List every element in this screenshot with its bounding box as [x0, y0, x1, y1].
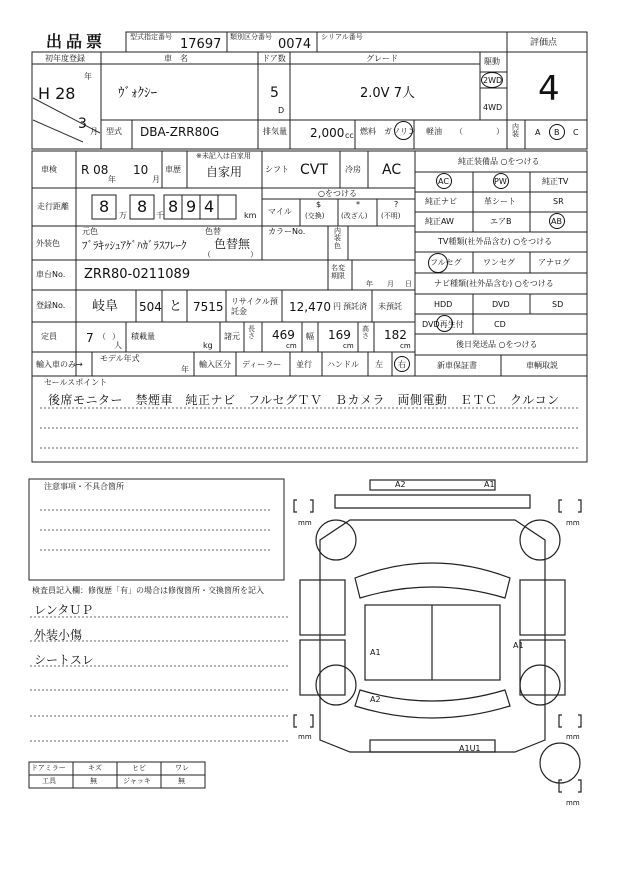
missing-jack-label: ジャッキ [123, 777, 151, 785]
handle-right: 右 [398, 360, 406, 369]
size-label: 諸元 [224, 332, 240, 341]
import-label: 輸入車のみ→ [36, 360, 83, 369]
mileage-exchange: (交換) [305, 212, 325, 220]
displacement-label: 排気量 [263, 127, 287, 136]
interior-b: B [554, 128, 560, 137]
grade-value: 2.0V 7人 [360, 86, 415, 101]
sales-label: セールスポイント [44, 378, 108, 387]
interior-a: A [535, 128, 541, 137]
equip-ab-circle [549, 213, 565, 229]
usage-label: 車歴 [165, 165, 181, 174]
drive-2wd: 2WD [483, 76, 503, 85]
equip-ac: AC [438, 177, 449, 186]
model-designation-value: 17697 [180, 37, 222, 52]
equip-sr: SR [553, 197, 564, 206]
reg-place: 岐阜 [92, 299, 119, 314]
chassis-value: ZRR80-0211089 [84, 267, 191, 282]
notes-label: 注意事項・不具合箇所 [44, 482, 124, 491]
docs-manual: 車輌取説 [526, 361, 558, 370]
note-line-2: 外装小傷 [34, 628, 83, 642]
interior-label: 内装 [512, 123, 519, 138]
mileage-unknown-sym: ? [394, 200, 399, 209]
drive-label: 駆動 [484, 57, 500, 66]
mileage-digit-4: 9 [186, 197, 197, 216]
height-label: 高さ [362, 325, 369, 340]
paint-paren-open: （ [203, 250, 211, 259]
handle-label: ハンドル [327, 360, 359, 369]
fuel-label: 燃料 [360, 127, 376, 136]
mileage-digit-5: 4 [204, 197, 215, 216]
displacement-value: 2,000 [310, 126, 345, 140]
shift-value: CVT [300, 162, 328, 178]
paint-label: 色替 [205, 227, 221, 236]
orig-color-label: 元色 [82, 227, 98, 236]
equip-tv: 純正TV [542, 177, 569, 186]
load-unit: kg [203, 341, 213, 350]
model-type-value: DBA-ZRR80G [140, 125, 220, 139]
ac-value: AC [382, 162, 402, 178]
category-label: 類別区分番号 [230, 33, 272, 41]
car-diagram [294, 480, 581, 792]
inspector-note: 検査員記入欄：修復歴「有」の場合は修復箇所・交換箇所を記入 [32, 586, 264, 595]
mileage-tamper: (改ざん) [341, 212, 368, 220]
inspection-value: R 08 [81, 163, 109, 177]
mileage-digit-1: 8 [99, 197, 110, 216]
fuel-paren-open: （ [455, 127, 463, 136]
interior-c: C [573, 128, 579, 137]
reg-label: 登録No. [36, 301, 66, 310]
mileage-mile: マイル [268, 207, 292, 216]
damage-label-5: A2 [370, 695, 381, 704]
navi-dvd-play: DVD再生付 [422, 320, 464, 329]
tv-header: TV種類(社外品含む) ○をつける [438, 237, 553, 246]
capacity-label: 定員 [41, 332, 57, 341]
missing-header-mirror: ドアミラー [31, 764, 66, 772]
tire-rr-unit: mm [566, 733, 580, 741]
dealer-option: ディーラー [242, 360, 282, 369]
tire-fr-unit: mm [566, 519, 580, 527]
car-name-value: ｳﾞｫｸｼｰ [118, 86, 157, 101]
drive-4wd: 4WD [483, 103, 503, 112]
tv-analog: アナログ [538, 258, 570, 267]
missing-tools-value: 無 [90, 777, 97, 785]
equip-leather: 革シート [484, 197, 516, 206]
model-year-unit: 年 [181, 365, 189, 374]
color-label: 外装色 [36, 239, 60, 248]
capacity-unit: 人 [114, 341, 122, 350]
serial-label: シリアル番号 [321, 33, 363, 41]
first-reg-month: 3 [78, 116, 87, 132]
grade-label: グレード [366, 54, 398, 63]
docs-header: 後日発送品 ○をつける [456, 340, 538, 349]
name-change-label: 名変期限 [331, 264, 345, 281]
paint-paren-close: ） [250, 250, 258, 259]
fuel-gas: ガソリン [384, 127, 416, 136]
navi-dvd-play-circle [436, 315, 453, 332]
model-year-label: モデル年式 [100, 354, 140, 363]
width-value: 169 [328, 328, 351, 342]
paint-value: 色替無 [214, 237, 251, 251]
missing-header-break: ワレ [175, 764, 189, 772]
rating-value: 4 [538, 69, 560, 109]
equip-pw-circle [493, 173, 509, 189]
first-reg-year-unit: 年 [84, 72, 92, 81]
model-type-label: 型式 [106, 127, 122, 136]
load-label: 積載量 [131, 332, 155, 341]
mileage-sen: 千 [156, 211, 164, 220]
doors-value: 5 [270, 85, 279, 101]
import-type-label: 輸入区分 [199, 360, 231, 369]
equip-ac-circle [436, 173, 452, 189]
damage-label-4: A1 [513, 641, 524, 650]
model-designation-label: 型式指定番号 [130, 33, 172, 41]
missing-tools-label: 工具 [42, 777, 56, 785]
inspection-month-unit: 月 [152, 175, 160, 184]
color-no-label: カラーNo. [268, 227, 306, 236]
name-change-day: 日 [405, 280, 412, 288]
height-value: 182 [384, 328, 407, 342]
orig-color-value: ﾌﾞﾗｷｯｼｭｱｹﾞﾊｶﾞﾗｽﾌﾚｰｸ [82, 239, 187, 252]
damage-label-6: A1U1 [459, 744, 481, 753]
recycle-deposited: 預託済 [343, 302, 367, 311]
width-label: 幅 [306, 332, 314, 341]
fuel-diesel: 軽油 [426, 127, 442, 136]
handle-left: 左 [375, 360, 383, 369]
reg-kana: と [169, 299, 183, 314]
first-reg-month-unit: 月 [90, 127, 98, 136]
length-value: 469 [272, 328, 295, 342]
fuel-paren-close: ） [496, 127, 504, 136]
rating-label: 評価点 [530, 38, 558, 48]
equip-airbag: エアB [490, 217, 512, 226]
name-change-year: 年 [366, 280, 373, 288]
mileage-unit: km [244, 211, 257, 220]
sales-text: 後席モニター 禁煙車 純正ナビ フルセグＴＶ Ｂカメラ 両側電動 ＥＴＣ クルコン [48, 393, 560, 407]
mileage-circle-note: ○をつける [318, 189, 357, 198]
recycle-unit: 円 [333, 302, 341, 311]
equipment-header: 純正装備品 ○をつける [458, 157, 540, 166]
tire-spare-unit: mm [566, 799, 580, 807]
docs-warranty: 新車保証書 [437, 361, 477, 370]
name-change-month: 月 [387, 280, 394, 288]
damage-label-2: A1 [484, 480, 495, 489]
equip-navi: 純正ナビ [425, 197, 457, 206]
reg-class: 504 [139, 300, 162, 314]
chassis-label: 車台No. [36, 270, 66, 279]
width-unit: cm [343, 342, 354, 350]
ac-label: 冷房 [345, 165, 361, 174]
recycle-not: 未預託 [378, 302, 402, 311]
interior-b-circle [549, 124, 565, 140]
recycle-value: 12,470 [289, 300, 331, 314]
missing-jack-value: 無 [178, 777, 185, 785]
inspection-label: 車検 [41, 165, 57, 174]
mileage-tamper-sym: * [356, 200, 360, 209]
first-reg-era: H 28 [38, 84, 76, 103]
reg-number: 7515 [193, 300, 224, 314]
mileage-digit-2: 8 [137, 197, 148, 216]
capacity-paren-close: ） [112, 332, 120, 341]
capacity-value: 7 [86, 331, 94, 345]
navi-dvd: DVD [492, 300, 510, 309]
doors-label: ドア数 [262, 54, 286, 63]
interior-color-label: 内装色 [334, 227, 341, 250]
tire-rl-unit: mm [298, 733, 312, 741]
damage-label-3: A1 [370, 648, 381, 657]
tv-fullseg: フルセグ [430, 258, 462, 267]
mileage-digit-3: 8 [168, 197, 179, 216]
usage-note: ※未記入は自家用 [196, 152, 251, 160]
note-line-3: シートスレ [34, 653, 94, 667]
fuel-gas-circle [394, 121, 413, 140]
mileage-man: 万 [119, 211, 127, 220]
usage-value: 自家用 [206, 165, 243, 179]
car-name-label: 車 名 [164, 54, 188, 63]
note-line-1: レンタＵＰ [34, 603, 94, 617]
inspection-year-unit: 年 [108, 175, 116, 184]
damage-label-1: A2 [395, 480, 406, 489]
navi-header: ナビ種類(社外品含む) ○をつける [434, 279, 554, 288]
tv-oneseg: ワンセグ [483, 258, 515, 267]
form-title: 出品票 [46, 32, 107, 51]
capacity-paren-open: （ [98, 332, 106, 341]
displacement-unit: cc [345, 131, 354, 140]
mileage-unknown: (不明) [381, 212, 401, 220]
recycle-label: リサイクル預託金 [231, 297, 278, 316]
drive-2wd-circle [481, 72, 503, 88]
mileage-label: 走行距離 [37, 202, 69, 211]
category-value: 0074 [278, 37, 312, 52]
handle-right-circle [394, 356, 410, 372]
tire-fl-unit: mm [298, 519, 312, 527]
navi-hdd: HDD [434, 300, 453, 309]
mileage-exchange-sym: $ [316, 200, 322, 209]
equip-aw: 純正AW [425, 217, 454, 226]
navi-sd: SD [552, 300, 564, 309]
tv-fullseg-circle [428, 253, 448, 273]
first-reg-label: 初年度登録 [45, 54, 85, 63]
navi-cd: CD [494, 320, 506, 329]
length-unit: cm [286, 342, 297, 350]
missing-header-crack: ヒビ [132, 764, 146, 772]
length-label: 長さ [248, 325, 255, 340]
doors-suffix: D [278, 106, 285, 115]
missing-header-scratch: キズ [88, 764, 102, 772]
equip-ab: AB [551, 217, 562, 226]
equip-pw: PW [494, 177, 507, 186]
parallel-option: 並行 [296, 360, 312, 369]
shift-label: シフト [265, 165, 289, 174]
inspection-month: 10 [133, 163, 149, 177]
height-unit: cm [400, 342, 411, 350]
